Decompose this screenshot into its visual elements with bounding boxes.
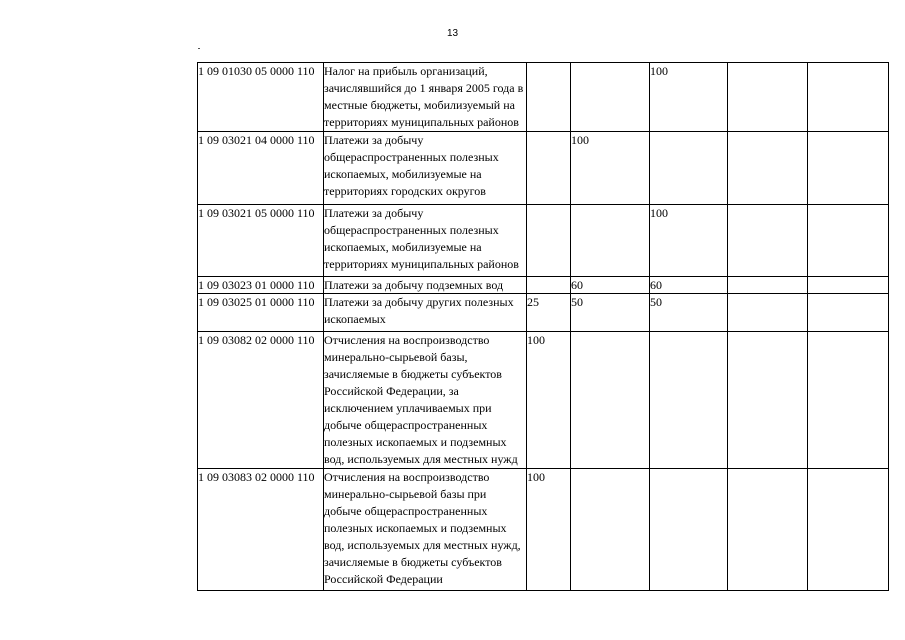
revenue-name: Отчисления на воспроизводство минерально-сырьевой базы при добыче общераспространенных полезных ископаемых и подземных вод, используемых для местных нужд, зачисляемые в бюджеты субъектов Российской Федерации (324, 469, 527, 591)
value-cell-1 (527, 205, 571, 277)
classification-code: 1 09 03083 02 0000 110 (198, 469, 324, 591)
value-cell-2 (571, 332, 650, 469)
value-cell-3: 50 (650, 294, 728, 332)
value-cell-4 (728, 294, 808, 332)
value-cell-1: 100 (527, 332, 571, 469)
value-cell-1: 100 (527, 469, 571, 591)
value-cell-3 (650, 132, 728, 205)
value-cell-4 (728, 205, 808, 277)
value-cell-4 (728, 63, 808, 132)
value-cell-4 (728, 469, 808, 591)
classification-code: 1 09 03021 05 0000 110 (198, 205, 324, 277)
value-cell-4 (728, 332, 808, 469)
table-row (198, 132, 889, 205)
value-cell-3: 100 (650, 205, 728, 277)
value-cell-4 (728, 277, 808, 294)
value-cell-3 (650, 469, 728, 591)
value-cell-3: 60 (650, 277, 728, 294)
revenue-name: Налог на прибыль организаций, зачислявшийся до 1 января 2005 года в местные бюджеты, мобилизуемый на территориях муниципальных районов (324, 63, 527, 132)
classification-code: 1 09 03082 02 0000 110 (198, 332, 324, 469)
value-cell-2 (571, 205, 650, 277)
value-cell-3 (650, 332, 728, 469)
page-number: 13 (446, 28, 459, 39)
table-row (198, 469, 889, 591)
classification-code: 1 09 01030 05 0000 110 (198, 63, 324, 132)
revenue-name: Отчисления на воспроизводство минерально-сырьевой базы, зачисляемые в бюджеты субъектов Российской Федерации, за исключением уплачиваемых при добыче общераспространенных полезных ископаемых и подземных вод, используемых для местных нужд (324, 332, 527, 469)
value-cell-1 (527, 277, 571, 294)
value-cell-2: 50 (571, 294, 650, 332)
value-cell-2 (571, 63, 650, 132)
value-cell-1 (527, 132, 571, 205)
table-row (198, 332, 889, 469)
value-cell-2: 100 (571, 132, 650, 205)
value-cell-5 (808, 205, 889, 277)
value-cell-5 (808, 132, 889, 205)
table-row (198, 63, 889, 132)
classification-code: 1 09 03023 01 0000 110 (198, 277, 324, 294)
revenue-name: Платежи за добычу других полезных ископаемых (324, 294, 527, 332)
value-cell-4 (728, 132, 808, 205)
table-row (198, 294, 889, 332)
value-cell-5 (808, 294, 889, 332)
value-cell-3: 100 (650, 63, 728, 132)
value-cell-5 (808, 469, 889, 591)
classification-code: 1 09 03025 01 0000 110 (198, 294, 324, 332)
value-cell-2 (571, 469, 650, 591)
revenue-name: Платежи за добычу подземных вод (324, 277, 527, 294)
value-cell-2: 60 (571, 277, 650, 294)
revenue-name: Платежи за добычу общераспространенных полезных ископаемых, мобилизуемые на территориях муниципальных районов (324, 205, 527, 277)
scan-speck (198, 48, 200, 49)
budget-revenue-table (197, 62, 889, 591)
value-cell-5 (808, 63, 889, 132)
table-row (198, 277, 889, 294)
table-row (198, 205, 889, 277)
classification-code: 1 09 03021 04 0000 110 (198, 132, 324, 205)
value-cell-1: 25 (527, 294, 571, 332)
value-cell-5 (808, 332, 889, 469)
revenue-name: Платежи за добычу общераспространенных полезных ископаемых, мобилизуемые на территориях городских округов (324, 132, 527, 205)
value-cell-5 (808, 277, 889, 294)
value-cell-1 (527, 63, 571, 132)
